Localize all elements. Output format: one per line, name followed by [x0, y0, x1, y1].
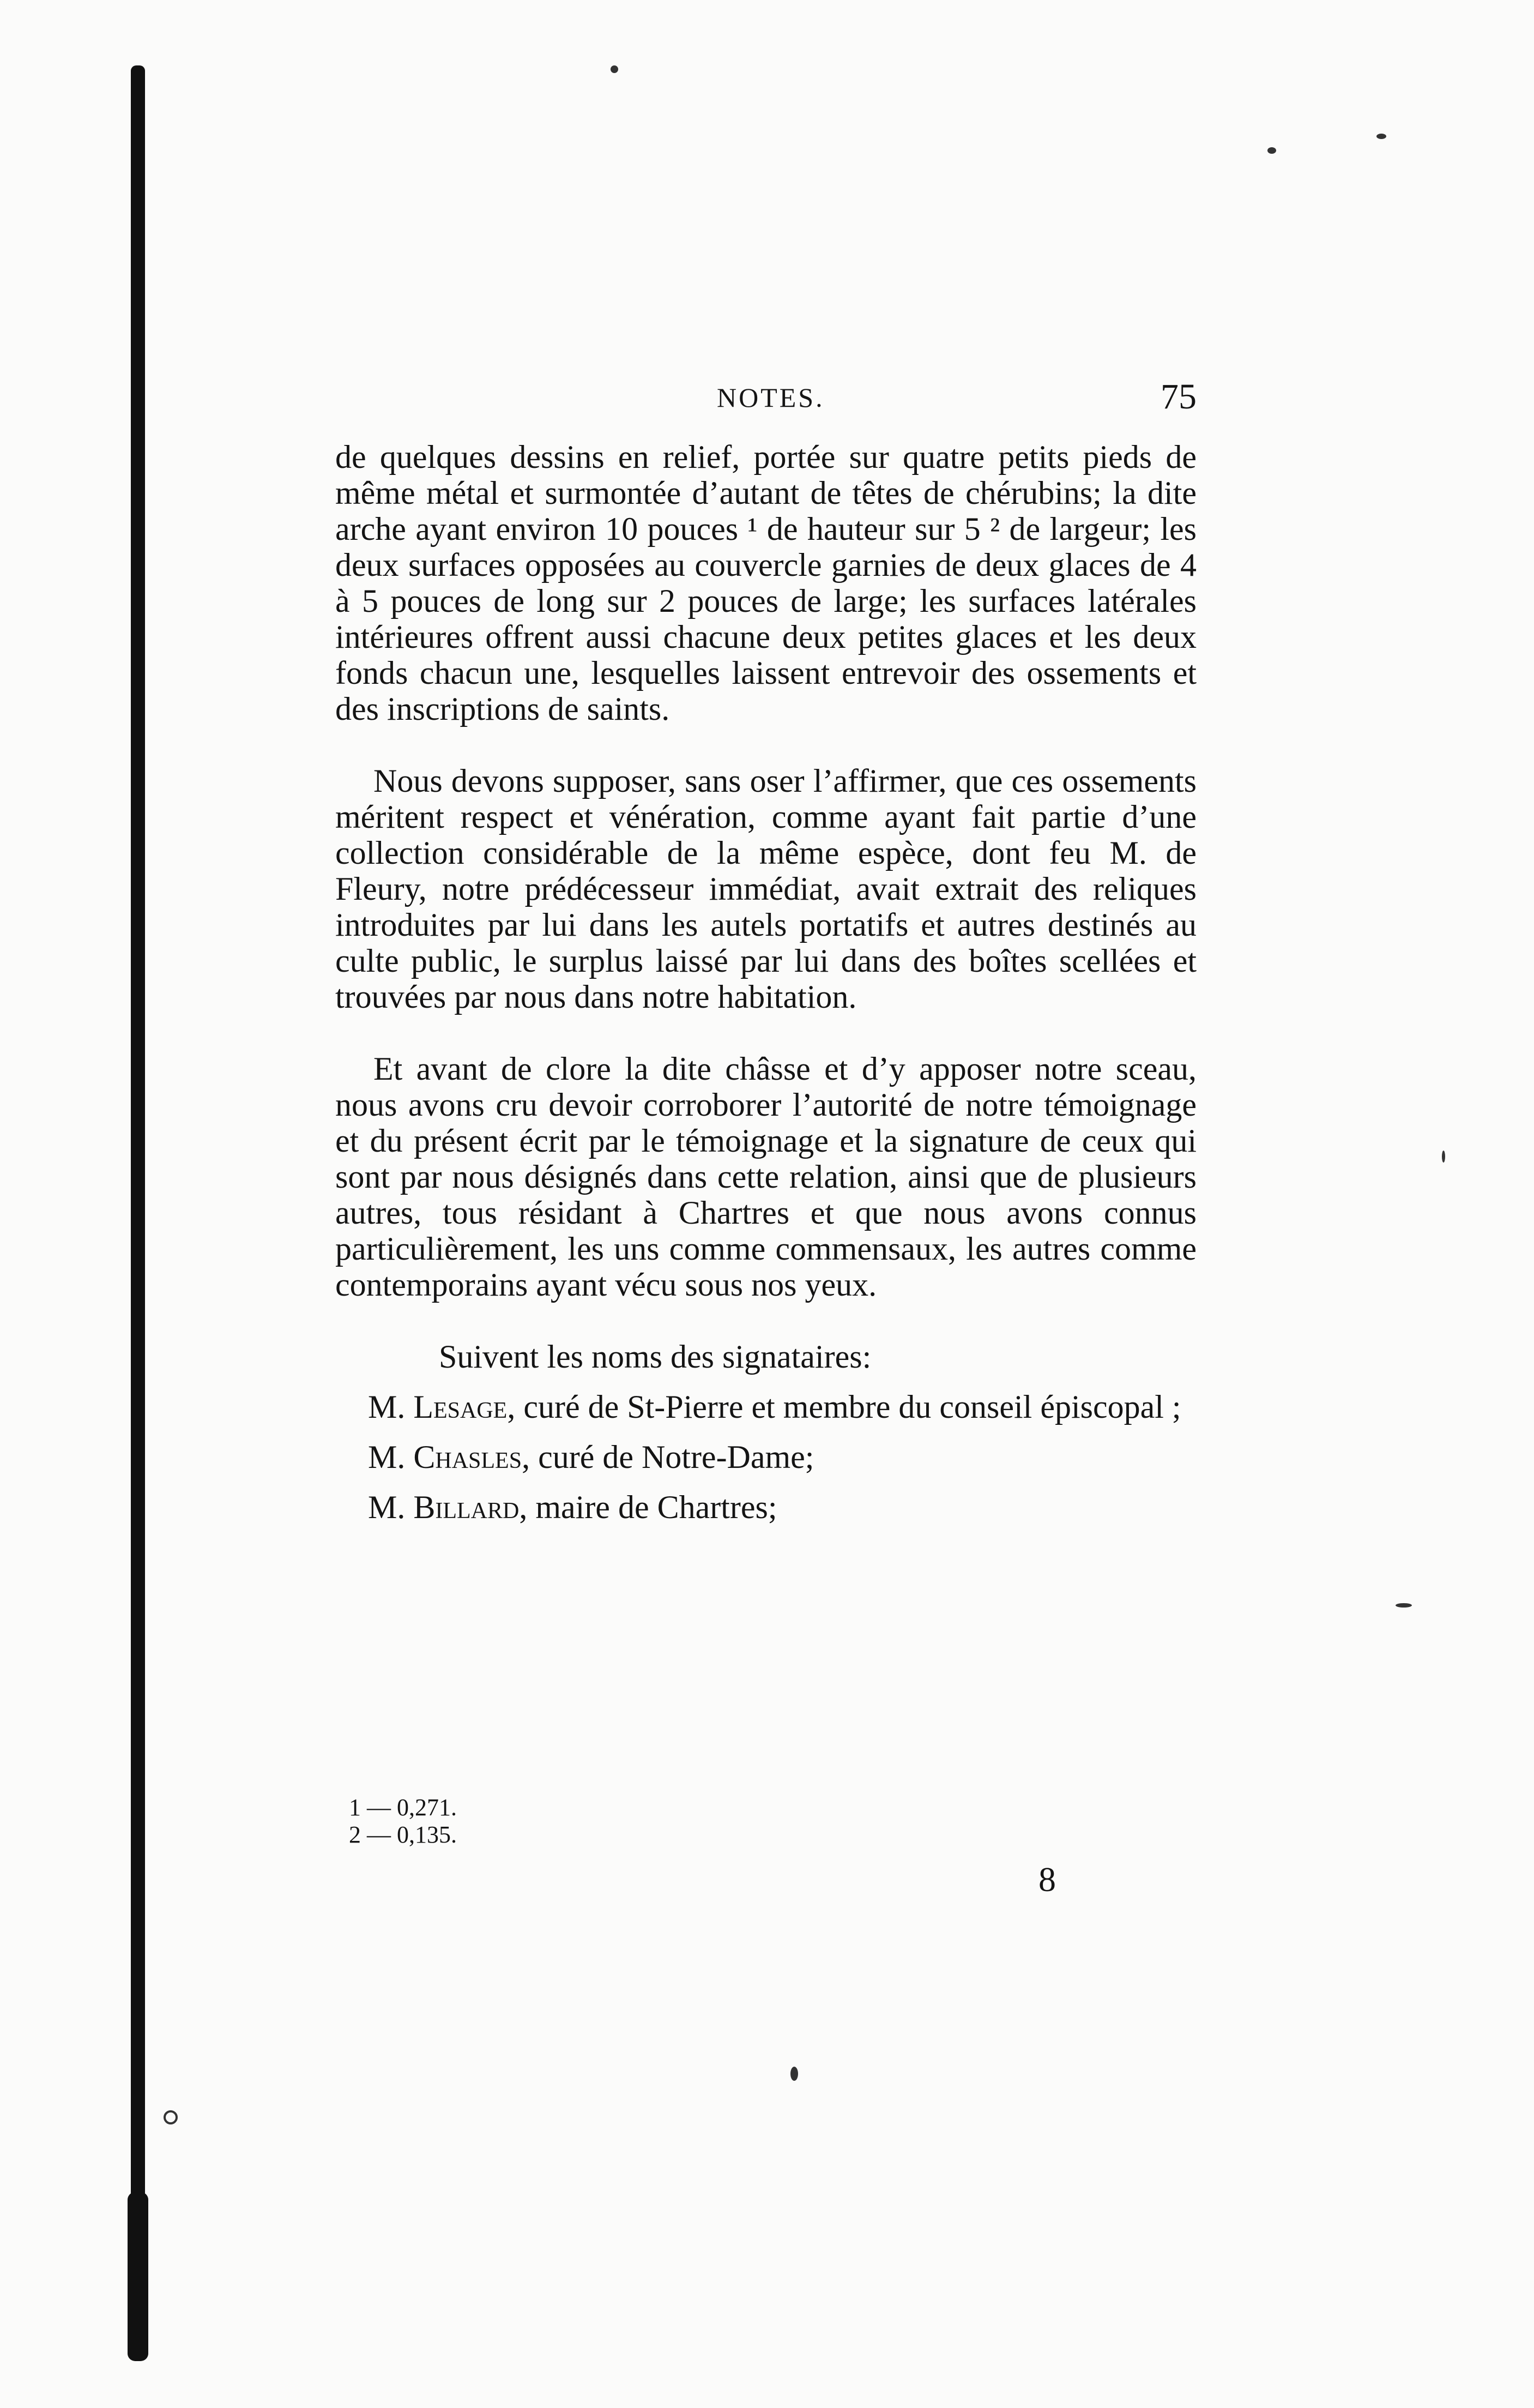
page-header — [335, 376, 1197, 425]
signatory-title: M. — [368, 1489, 406, 1525]
signatory-role: , curé de St-Pierre et membre du conseil épiscopal ; — [507, 1389, 1181, 1425]
page-number: 75 — [1161, 377, 1197, 417]
footnote-1: 1 — 0,271. — [349, 1794, 457, 1821]
paragraph-3: Et avant de clore la dite châsse et d’y apposer notre sceau, nous avons cru devoir corroborer l’autorité de notre témoignage et du présent écrit par le témoignage et la signature de ceux qui sont par nous désignés dans cette relation, ainsi que de plusieurs autres, tous résidant à Chartres et que nous avons connus particulièrement, les uns comme commensaux, les autres comme contemporains ayant vécu sous nos yeux. — [335, 1051, 1197, 1303]
footnotes — [349, 1794, 457, 1849]
signatory-entry — [335, 1439, 1197, 1475]
signature-mark: 8 — [1038, 1860, 1056, 1899]
ink-speck — [1442, 1151, 1445, 1163]
book-binding-edge — [131, 65, 145, 2361]
signatory-role: , maire de Chartres; — [519, 1489, 777, 1525]
ink-speck — [1376, 134, 1386, 139]
ink-speck — [164, 2110, 178, 2124]
footnote-2: 2 — 0,135. — [349, 1821, 457, 1848]
paragraph-1: de quelques dessins en relief, portée sur quatre petits pieds de même métal et surmontée d’autant de têtes de chérubins; la dite arche ayant environ 10 pouces ¹ de hauteur sur 5 ² de largeur; les deux surfaces opposées au couvercle garnies de deux glaces de 4 à 5 pouces de long sur 2 pouces de large; les surfaces latérales intérieures offrent aussi chacune deux petites glaces et les deux fonds chacun une, lesquelles laissent entrevoir des ossements et des inscriptions de saints. — [335, 439, 1197, 727]
ink-speck — [1396, 1603, 1412, 1608]
signatory-title: M. — [368, 1389, 406, 1425]
signatory-name: Chasles — [413, 1439, 522, 1475]
signatory-name: Lesage — [413, 1389, 508, 1425]
paragraph-2: Nous devons supposer, sans oser l’affirmer, que ces ossements méritent respect et vénération, comme ayant fait partie d’une collection considérable de la même espèce, dont feu M. de Fleury, notre prédécesseur immédiat, avait extrait des reliques introduites par lui dans les autels portatifs et autres destinés au culte public, le surplus laissé par lui dans des boîtes scellées et trouvées par nous dans notre habitation. — [335, 763, 1197, 1015]
ink-speck — [1267, 147, 1276, 154]
signatory-entry — [335, 1389, 1197, 1425]
body-text — [335, 439, 1197, 1525]
signatories-intro: Suivent les noms des signataires: — [439, 1339, 872, 1375]
signatory-name: Billard — [413, 1489, 520, 1525]
ink-speck — [611, 65, 618, 73]
signatory-entry — [335, 1489, 1197, 1525]
signatory-title: M. — [368, 1439, 406, 1475]
signatory-role: , curé de Notre-Dame; — [522, 1439, 814, 1475]
running-head: NOTES. — [717, 382, 825, 413]
ink-speck — [790, 2067, 798, 2081]
